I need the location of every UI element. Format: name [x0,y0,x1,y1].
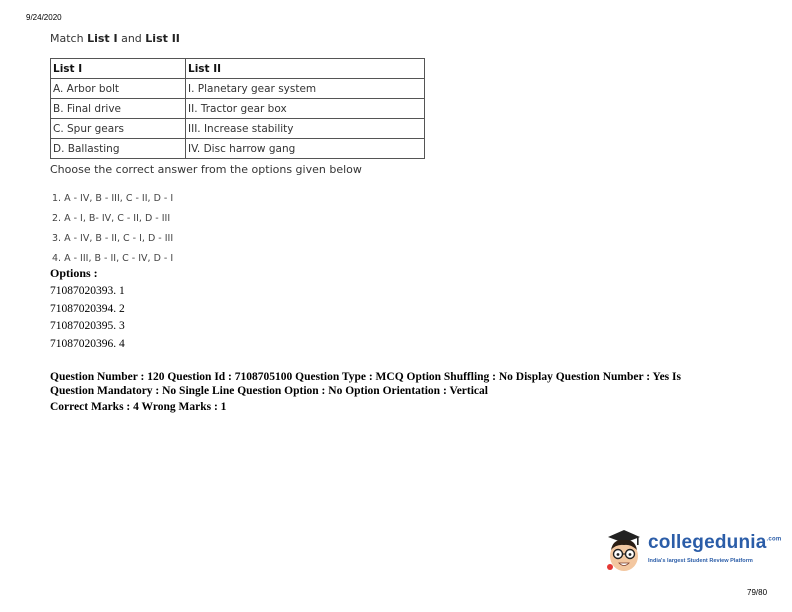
table-row [51,139,425,159]
match-table [50,58,425,159]
metadata-line: Question Mandatory : No Single Line Question Option : No Option Orientation : Vertical [50,385,488,397]
table-row [51,119,425,139]
choice-item: 2. A - I, B- IV, C - II, D - III [52,213,171,224]
instruction-text: Choose the correct answer from the options given below [50,163,362,176]
option-id-item: 71087020396. 4 [50,337,125,350]
question-metadata [50,370,681,414]
table-cell: III. Increase stability [186,119,425,139]
collegedunia-logo [604,526,782,576]
table-cell: C. Spur gears [51,119,186,139]
option-id-item: 71087020395. 3 [50,320,125,332]
table-header-list2: List II [186,59,425,79]
table-cell: IV. Disc harrow gang [186,139,425,159]
table-cell: D. Ballasting [51,139,186,159]
list2-label: List II [145,32,180,45]
choice-item: 3. A - IV, B - II, C - I, D - III [52,233,174,244]
choice-item: 1. A - IV, B - III, C - II, D - I [52,193,174,204]
list1-label: List I [87,32,118,45]
logo-domain: .com [766,536,782,543]
and-word: and [121,32,142,45]
table-cell: I. Planetary gear system [186,79,425,99]
marks-line: Correct Marks : 4 Wrong Marks : 1 [50,401,227,413]
table-cell: A. Arbor bolt [51,79,186,99]
option-id-list [50,284,125,354]
table-header-list1: List I [51,59,186,79]
question-prompt [50,32,180,45]
mascot-icon [604,526,646,574]
table-cell: II. Tractor gear box [186,99,425,119]
options-title: Options : [50,266,98,280]
logo-brand-text: collegedunia$^{.com}$ [648,532,782,553]
print-date: 9/24/2020 [26,13,62,22]
choice-list [52,191,173,271]
choice-item: 4. A - III, B - II, C - IV, D - I [52,253,174,264]
table-cell: B. Final drive [51,99,186,119]
metadata-line: Question Number : 120 Question Id : 7108705100 Question Type : MCQ Option Shuffling : No Display Question Number : Yes Is [50,371,681,383]
page-number: 79/80 [747,588,768,597]
table-row [51,99,425,119]
match-prefix: Match [50,32,84,45]
table-row [51,79,425,99]
option-id-item: 71087020394. 2 [50,302,125,315]
option-id-item: 71087020393. 1 [50,285,125,297]
table-header-row [51,59,425,79]
logo-tagline: India's largest Student Review Platform [648,558,753,564]
